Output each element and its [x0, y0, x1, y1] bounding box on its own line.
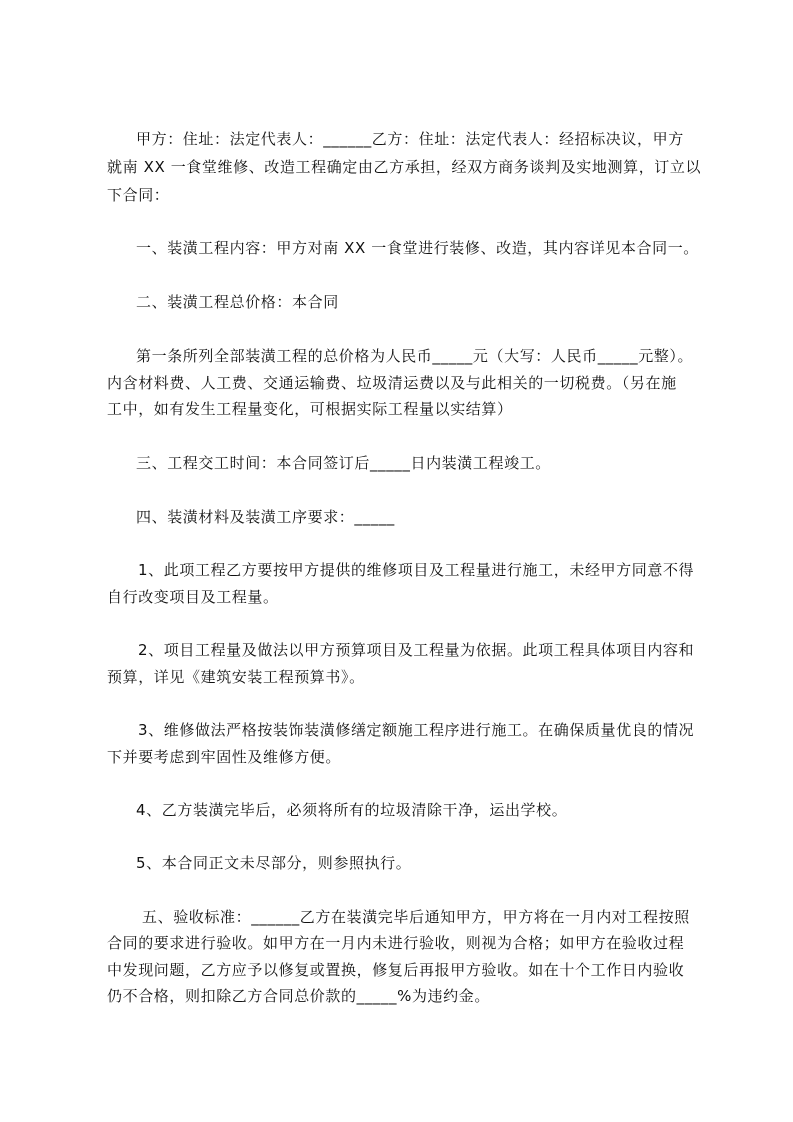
- clause-2-line-1: 第一条所列全部装潢工程的总价格为人民币_____元（大写：人民币_____元整）。: [136, 347, 694, 365]
- intro-line-3: 下合同：: [107, 186, 170, 204]
- intro-line-1: 甲方：住址：法定代表人：______乙方：住址：法定代表人：经招标决议，甲方: [136, 130, 684, 148]
- requirement-2-line-2: 预算，详见《建筑安装工程预算书》。: [107, 668, 365, 686]
- requirement-3-line-1: 3、维修做法严格按装饰装潢修缮定额施工程序进行施工。在确保质量优良的情况: [138, 721, 695, 739]
- requirement-3-line-2: 下并要考虑到牢固性及维修方便。: [107, 748, 342, 766]
- clause-4-title: 四、装潢材料及装潢工序要求：_____: [136, 508, 395, 526]
- clause-5-line-1: 五、验收标准：______乙方在装潢完毕后通知甲方，甲方将在一月内对工程按照: [142, 908, 690, 926]
- requirement-4: 4、乙方装潢完毕后，必须将所有的垃圾清除干净，运出学校。: [136, 801, 568, 819]
- clause-5-line-3: 中发现问题，乙方应予以修复或置换，修复后再报甲方验收。如在十个工作日内验收: [107, 961, 685, 979]
- clause-2-line-3: 工中，如有发生工程量变化，可根据实际工程量以实结算）: [107, 400, 513, 418]
- requirement-2-line-1: 2、项目工程量及做法以甲方预算项目及工程量为依据。此项工程具体项目内容和: [138, 641, 695, 659]
- requirement-5: 5、本合同正文未尽部分，则参照执行。: [136, 854, 412, 872]
- clause-2-line-2: 内含材料费、人工费、交通运输费、垃圾清运费以及与此相关的一切税费。（另在施: [107, 374, 677, 392]
- requirement-1-line-2: 自行改变项目及工程量。: [107, 588, 279, 606]
- clause-1-content: 一、装潢工程内容：甲方对南 XX 一食堂进行装修、改造，其内容详见本合同一。: [136, 239, 699, 257]
- clause-2-title: 二、装潢工程总价格：本合同: [136, 293, 339, 311]
- clause-5-line-4: 仍不合格，则扣除乙方合同总价款的_____%为违约金。: [107, 987, 490, 1005]
- clause-5-line-2: 合同的要求进行验收。如甲方在一月内未进行验收，则视为合格；如甲方在验收过程: [107, 934, 685, 952]
- intro-line-2: 就南 XX 一食堂维修、改造工程确定由乙方承担，经双方商务谈判及实地测算，订立以: [107, 158, 702, 176]
- requirement-1-line-1: 1、此项工程乙方要按甲方提供的维修项目及工程量进行施工，未经甲方同意不得: [138, 561, 695, 579]
- clause-3-completion-time: 三、工程交工时间：本合同签订后_____日内装潢工程竣工。: [136, 454, 551, 472]
